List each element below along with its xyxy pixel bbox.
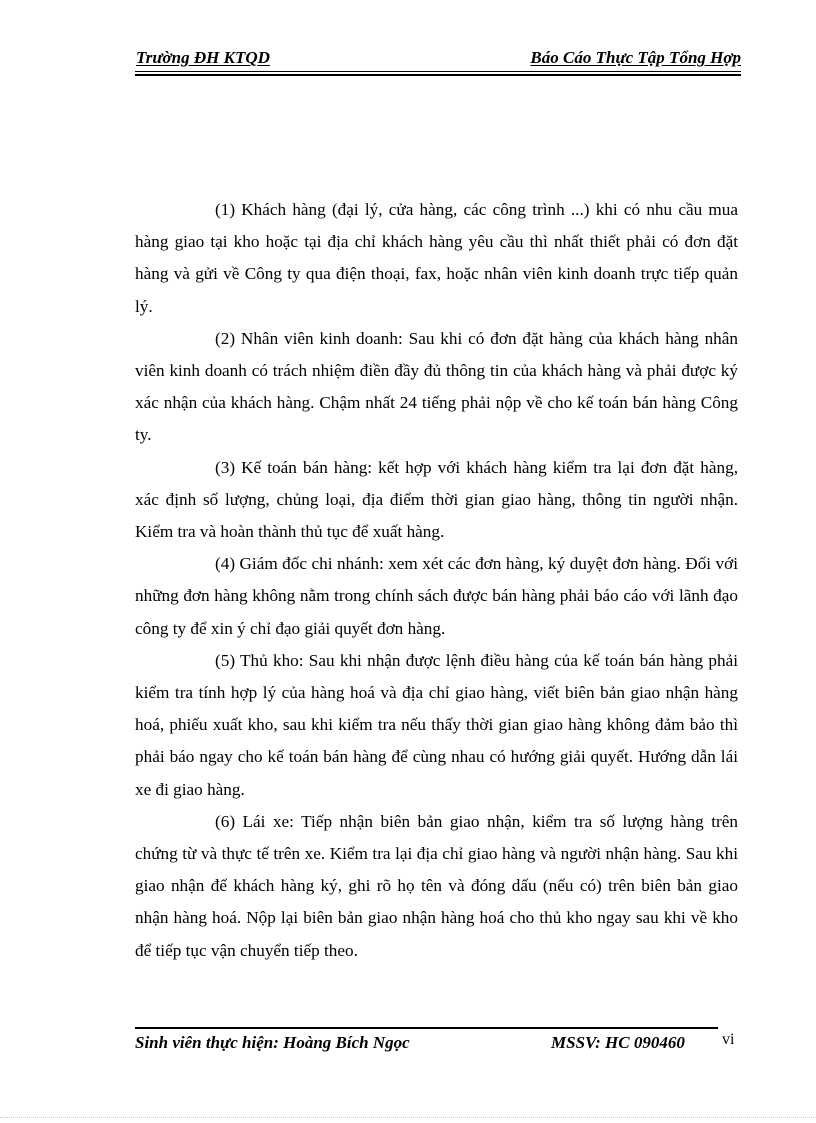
paragraph-6: (6) Lái xe: Tiếp nhận biên bản giao nhận, kiểm tra số lượng hàng trên chứng từ và thực tế trên xe. Kiểm tra lại địa chỉ giao hàng và người nhận hàng. Sau khi giao nhận để khách hàng ký, ghi rõ họ tên và đóng dấu (nếu có) trên biên bản giao nhận hàng hoá. Nộp lại biên bản giao nhận hàng hoá cho thủ kho ngay sau khi về kho để tiếp tục vận chuyển tiếp theo.	[135, 811, 738, 960]
header-divider-thick	[135, 74, 741, 76]
footer-student: Sinh viên thực hiện: Hoàng Bích Ngọc	[135, 1033, 410, 1052]
paragraph-2: (2) Nhân viên kinh doanh: Sau khi có đơn đặt hàng của khách hàng nhân viên kinh doanh có trách nhiệm điền đầy đủ thông tin của khách hàng và phải được ký xác nhận của khách hàng. Chậm nhất 24 tiếng phải nộp về cho kế toán bán hàng Công ty.	[135, 328, 738, 445]
page-header	[135, 48, 741, 76]
paragraph-5: (5) Thủ kho: Sau khi nhận được lệnh điều hàng của kế toán bán hàng phải kiểm tra tính hợp lý của hàng hoá và địa chỉ giao hàng, viết biên bản giao nhận hàng hoá, phiếu xuất kho, sau khi kiểm tra nếu thấy thời gian giao hàng không đảm bảo thì phải báo ngay cho kế toán bán hàng để cùng nhau có hướng giải quyết. Hướng dẫn lái xe đi giao hàng.	[135, 650, 738, 799]
paragraph-1: (1) Khách hàng (đại lý, cửa hàng, các công trình ...) khi có nhu cầu mua hàng giao tại kho hoặc tại địa chỉ khách hàng yêu cầu thì nhất thiết phải có đơn đặt hàng và gửi về Công ty qua điện thoại, fax, hoặc nhân viên kinh doanh trực tiếp quản lý.	[135, 200, 738, 316]
paragraph-4: (4) Giám đốc chi nhánh: xem xét các đơn hàng, ký duyệt đơn hàng. Đối với những đơn hàng không nằm trong chính sách được bán hàng phải báo cáo với lãnh đạo công ty để xin ý chỉ đạo giải quyết đơn hàng.	[135, 554, 738, 638]
footer-divider	[135, 1027, 718, 1029]
header-report-title: Báo Cáo Thực Tập Tổng Hợp	[530, 48, 741, 67]
page-number: vi	[722, 1031, 735, 1048]
header-school: Trường ĐH KTQD	[136, 48, 270, 67]
document-body	[135, 194, 738, 967]
paragraph-3: (3) Kế toán bán hàng: kết hợp với khách hàng kiểm tra lại đơn đặt hàng, xác định số lượng, chủng loại, địa điểm thời gian giao hàng, thông tin người nhận. Kiểm tra và hoàn thành thủ tục để xuất hàng.	[135, 457, 738, 542]
header-divider	[135, 71, 741, 72]
page-bottom-edge	[0, 1117, 816, 1118]
footer-student-id: MSSV: HC 090460	[551, 1033, 685, 1052]
